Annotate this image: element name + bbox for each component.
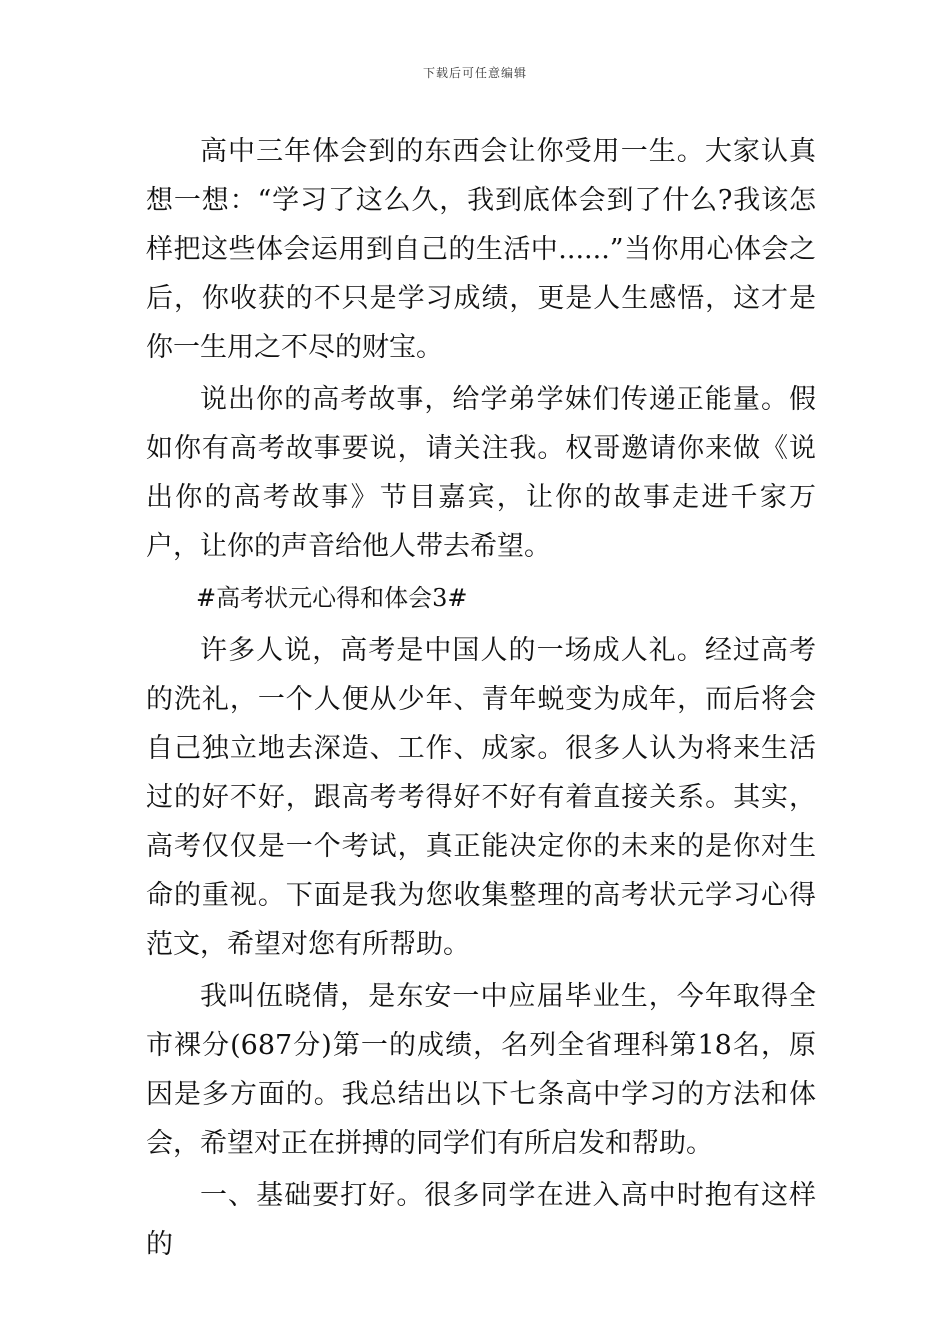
paragraph-5: 一、基础要打好。很多同学在进入高中时抱有这样的 [146,1180,816,1260]
paragraph-4: 我叫伍晓倩，是东安一中应届毕业生，今年取得全市裸分(687分)第一的成绩，名列全省理科第18名，原因是多方面的。我总结出以下七条高中学习的方法和体会，希望对正在拼搏的同学们有所启发和帮助。 [146,981,816,1159]
paragraph-2: 说出你的高考故事，给学弟学妹们传递正能量。假如你有高考故事要说，请关注我。权哥邀请你来做《说出你的高考故事》节目嘉宾，让你的故事走进千家万户，让你的声音给他人带去希望。 [146,384,816,562]
section-heading: #高考状元心得和体会3# [196,584,468,612]
document-body [146,127,816,1272]
paragraph-1: 高中三年体会到的东西会让你受用一生。大家认真想一想：“学习了这么久，我到底体会到了什么?我该怎样把这些体会运用到自己的生活中......”当你用心体会之后，你收获的不只是学习成绩，更是人生感悟，这才是你一生用之不尽的财宝。 [146,136,816,363]
paragraph-3: 许多人说，高考是中国人的一场成人礼。经过高考的洗礼，一个人便从少年、青年蜕变为成年，而后将会自己独立地去深造、工作、成家。很多人认为将来生活过的好不好，跟高考考得好不好有着直接关系。其实，高考仅仅是一个考试，真正能决定你的未来的是你对生命的重视。下面是我为您收集整理的高考状元学习心得范文，希望对您有所帮助。 [146,635,816,960]
page-header: 下载后可任意编辑 [422,66,527,80]
